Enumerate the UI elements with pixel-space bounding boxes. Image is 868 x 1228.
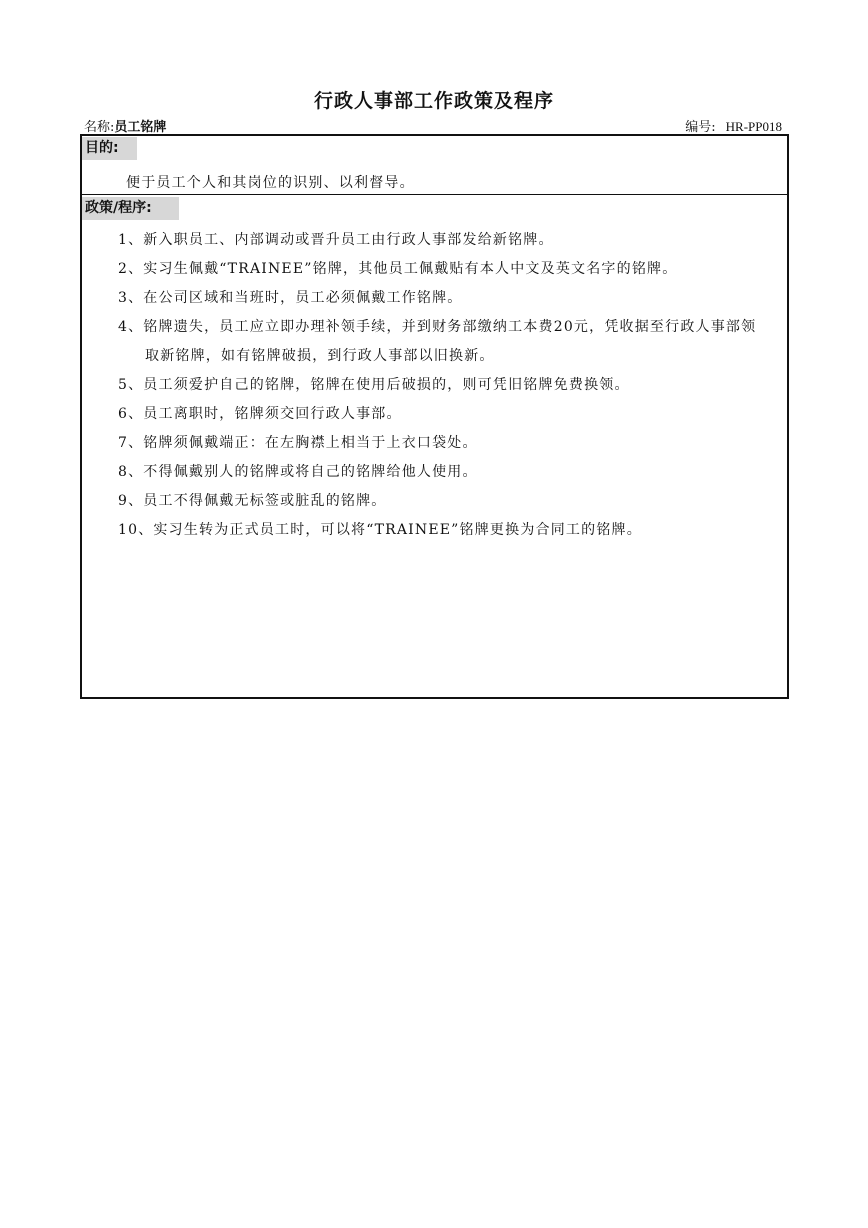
document-code	[685, 116, 782, 135]
code-value: HR-PP018	[725, 119, 782, 134]
policy-item: 1、新入职员工、内部调动或晋升员工由行政人事部发给新铭牌。	[118, 232, 554, 248]
name-label: 名称:	[84, 120, 115, 135]
policy-item: 3、在公司区域和当班时，员工必须佩戴工作铭牌。	[118, 290, 463, 306]
policy-item: 8、不得佩戴别人的铭牌或将自己的铭牌给他人使用。	[118, 464, 478, 480]
policy-item: 9、员工不得佩戴无标签或脏乱的铭牌。	[118, 493, 387, 509]
policy-label: 政策/程序:	[82, 197, 179, 220]
policy-item: 10、实习生转为正式员工时，可以将“TRAINEE”铭牌更换为合同工的铭牌。	[118, 522, 642, 538]
document-meta-row	[80, 116, 788, 134]
policy-list	[118, 226, 768, 545]
code-label: 编号:	[685, 120, 716, 135]
name-value: 员工铭牌	[114, 120, 167, 135]
policy-item: 2、实习生佩戴“TRAINEE”铭牌，其他员工佩戴贴有本人中文及英文名字的铭牌。	[118, 261, 678, 277]
policy-item: 7、铭牌须佩戴端正：在左胸襟上相当于上衣口袋处。	[118, 435, 478, 451]
purpose-label: 目的:	[82, 137, 137, 160]
policy-item: 6、员工离职时，铭牌须交回行政人事部。	[118, 406, 402, 422]
policy-table	[80, 134, 789, 699]
policy-item: 5、员工须爱护自己的铭牌，铭牌在使用后破损的，则可凭旧铭牌免费换领。	[118, 377, 630, 393]
purpose-text: 便于员工个人和其岗位的识别、以利督导。	[126, 175, 415, 191]
section-divider	[82, 194, 787, 195]
document-name	[84, 116, 166, 135]
policy-item: 4、铭牌遗失，员工应立即办理补领手续，并到财务部缴纳工本费20元，凭收据至行政人事部领取新铭牌，如有铭牌破损，到行政人事部以旧换新。	[118, 319, 757, 364]
document-title: 行政人事部工作政策及程序	[313, 90, 554, 112]
